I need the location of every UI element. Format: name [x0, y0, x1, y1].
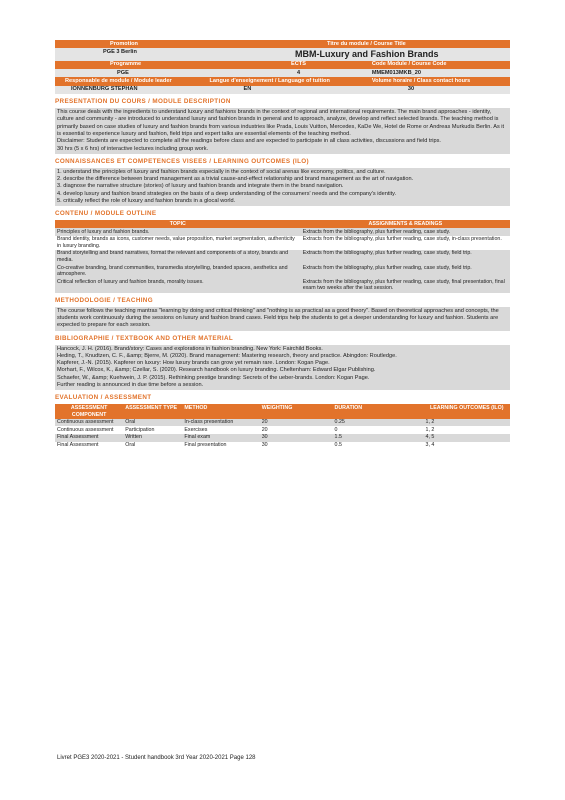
outline-table [55, 220, 510, 292]
presentation-heading: PRESENTATION DU COURS / MODULE DESCRIPTION [55, 98, 231, 106]
contact-hours-value: 30 [360, 86, 510, 94]
bibliography-item: Schaefer, W., &amp; Kuehwein, J. P. (2015). Rethinking prestige branding: Secrets of the ueber-brands. London: Kogan Page. [57, 374, 370, 381]
table-row [55, 228, 510, 236]
presentation-paragraph-1: This course deals with the ingredients to understand luxury and fashions brands in the context of regional and international requirements. The main brand approaches - identity, culture and community - are introduced to understand luxury and fashion brands in general and to approach, analyze, develop and reflect selected brands. The teaching method is primarily based on case studies of luxury and fashion brands from various industries like Prada, Louis Vuitton, Mercedes, KaDe We, Hotel de Rome or Andreas Murkudis Berlin. As it is essential to experience luxury and fashion, field trips and expert talks are essential elements of the teaching method. [57, 109, 505, 137]
bibliography-box [55, 345, 510, 391]
bibliography-item: Hancock, J. H. (2016). Brand/story: Cases and explorations in fashion branding. New York: Fairchild Books. [57, 345, 323, 352]
language-label: Langue d'enseignement / Language of tuition [192, 77, 360, 85]
eval-method-header: METHOD [182, 404, 259, 418]
eval-duration: 0.5 [333, 442, 424, 450]
evaluation-heading: EVALUATION / ASSESSMENT [55, 394, 152, 402]
bibliography-heading: BIBLIOGRAPHIE / TEXTBOOK AND OTHER MATERIAL [55, 334, 234, 342]
presentation-hours: 30 hrs (5 x 6 hrs) of interactive lectures including group work. [57, 145, 209, 152]
outline-topic: Critical reflection of luxury and fashion brands, morality issues. [55, 278, 301, 292]
eval-ilo: 1, 2 [424, 426, 510, 434]
bibliography-item: Kapferer, J.-N. (2015). Kapferer on luxury: How luxury brands can grow yet remain rare. London: Kogan Page. [57, 360, 330, 367]
eval-type-header: ASSESSMENT TYPE [123, 404, 182, 418]
course-title-value: MBM-Luxury and Fashion Brands [237, 48, 510, 61]
course-title-label: Titre du module / Course Title [237, 40, 510, 48]
outcome-item: 2. describe the difference between brand management as a trivial cause-and-effect relationship and brand management as the art of navigation. [57, 176, 414, 183]
table-row [55, 426, 510, 434]
programme-value: PGE [55, 69, 237, 77]
outline-assignment: Extracts from the bibliography, plus further reading, case study, final presentation, final exam two weeks after the last session. [301, 278, 510, 292]
promotion-value: PGE 3 Berlin [55, 48, 237, 61]
outline-header-row [55, 220, 510, 228]
header-row-values-1 [55, 48, 510, 61]
table-row [55, 264, 510, 278]
eval-method: Final exam [182, 434, 259, 442]
eval-duration-header: DURATION [333, 404, 424, 418]
language-value: EN [192, 86, 360, 94]
table-row [55, 434, 510, 442]
bibliography-item: Heding, T., Knudtzen, C. F., &amp; Bjerre, M. (2020). Brand management: Mastering research, theory and practice. Abingdon: Routledge. [57, 352, 397, 359]
eval-component: Continuous assessment [55, 426, 123, 434]
eval-method: In-class presentation [182, 419, 259, 427]
outline-heading: CONTENU / MODULE OUTLINE [55, 210, 157, 218]
outline-assign-header: ASSIGNMENTS & READINGS [301, 220, 510, 228]
eval-duration: 0 [333, 426, 424, 434]
course-sheet [55, 40, 510, 449]
outline-assignment: Extracts from the bibliography, plus further reading, case study, field trip. [301, 250, 510, 264]
outline-topic: Co-creative branding, brand communities, transmedia storytelling, branded spaces, aesthetics and atmosphere. [55, 264, 301, 278]
table-row [55, 419, 510, 427]
eval-ilo: 4, 5 [424, 434, 510, 442]
evaluation-header-row [55, 404, 510, 418]
outcomes-box [55, 168, 510, 206]
presentation-box [55, 108, 510, 154]
outcome-item: 3. diagnose the narrative structure (stories) of luxury and fashion brands and integrate them in the brand navigation. [57, 183, 344, 190]
eval-type: Oral [123, 419, 182, 427]
table-row [55, 236, 510, 250]
outcome-item: 5. critically reflect the role of luxury and fashion brands in a glocal world. [57, 198, 236, 205]
presentation-disclaimer: Disclaimer: Students are expected to complete all the readings before class and are expected to participate in all class activities, discussions and field trips. [57, 138, 441, 145]
eval-weighting: 30 [260, 434, 333, 442]
outline-topic-header: TOPIC [55, 220, 301, 228]
eval-weighting-header: WEIGHTING [260, 404, 333, 418]
outline-assignment: Extracts from the bibliography, plus further reading, case study, field trip. [301, 264, 510, 278]
course-code-value: MMEM013MKB_20 [360, 69, 510, 77]
eval-duration: 1.5 [333, 434, 424, 442]
outcomes-heading: CONNAISSANCES ET COMPETENCES VISEES / LEARNING OUTCOMES (ILO) [55, 157, 310, 165]
table-row [55, 442, 510, 450]
bibliography-item: Morhart, F., Wilcox, K., &amp; Czellar, S. (2020). Research handbook on luxury branding. Cheltenham: Edward Elgar Publishing. [57, 367, 376, 374]
eval-duration: 0.25 [333, 419, 424, 427]
eval-type: Participation [123, 426, 182, 434]
table-row [55, 250, 510, 264]
header-row-labels-1 [55, 40, 510, 48]
eval-type: Written [123, 434, 182, 442]
contact-hours-label: Volume horaire / Class contact hours [360, 77, 510, 85]
header-row-labels-3 [55, 77, 510, 85]
ects-value: 4 [237, 69, 360, 77]
evaluation-table [55, 404, 510, 449]
eval-type: Oral [123, 442, 182, 450]
eval-weighting: 20 [260, 426, 333, 434]
eval-method: Exercises [182, 426, 259, 434]
programme-label: Programme [55, 61, 237, 69]
header-row-values-2 [55, 69, 510, 77]
outcome-item: 4. develop luxury and fashion brand strategies on the basis of a deep understanding of the consumers' needs and the company's identity. [57, 190, 397, 197]
eval-component: Continuous assessment [55, 419, 123, 427]
eval-ilo-header: LEARNING OUTCOMES (ILO) [424, 404, 510, 418]
outline-topic: Brand storytelling and brand narratives, format the relevant and components of a story, brands and media. [55, 250, 301, 264]
eval-component: Final Assessment [55, 442, 123, 450]
course-code-label: Code Module / Course Code [360, 61, 510, 69]
eval-method: Final presentation [182, 442, 259, 450]
eval-component: Final Assessment [55, 434, 123, 442]
module-leader-value: IONNENBURG STEPHAN [55, 86, 192, 94]
eval-ilo: 3, 4 [424, 442, 510, 450]
header-row-labels-2 [55, 61, 510, 69]
methodology-text: The course follows the teaching mantras "learning by doing and critical thinking" and "nothing is as practical as a good theory". Based on theoretical approaches and concepts, the students work continuously during the sessions on luxury and fashion brand cases. Field trips help the students to get a deeper understanding for luxury and fashion. Students are expected to prepare for each session. [55, 307, 510, 331]
eval-weighting: 20 [260, 419, 333, 427]
outcome-item: 1. understand the principles of luxury and fashion brands especially in the context of social arenas like economy, politics, and culture. [57, 168, 386, 175]
eval-weighting: 30 [260, 442, 333, 450]
outline-assignment: Extracts from the bibliography, plus further reading, case study. [301, 228, 510, 236]
promotion-label: Promotion [55, 40, 237, 48]
eval-component-header: ASSESSMENT COMPONENT [55, 404, 123, 418]
methodology-heading: METHODOLOGIE / TEACHING [55, 296, 153, 304]
outline-topic: Principles of luxury and fashion brands. [55, 228, 301, 236]
eval-ilo: 1, 2 [424, 419, 510, 427]
module-leader-label: Responsable de module / Module leader [55, 77, 192, 85]
outline-topic: Brand identity, brands as icons, customer needs, value proposition, market segmentation, authenticity in luxury branding. [55, 236, 301, 250]
table-row [55, 278, 510, 292]
page-footer: Livret PGE3 2020-2021 - Student handbook 3rd Year 2020-2021 Page 128 [57, 755, 256, 761]
bibliography-item: Further reading is announced in due time before a session. [57, 382, 204, 389]
ects-label: ECTS [237, 61, 360, 69]
outline-assignment: Extracts from the bibliography, plus further reading, case study, in-class presentation. [301, 236, 510, 250]
header-row-values-3 [55, 86, 510, 94]
